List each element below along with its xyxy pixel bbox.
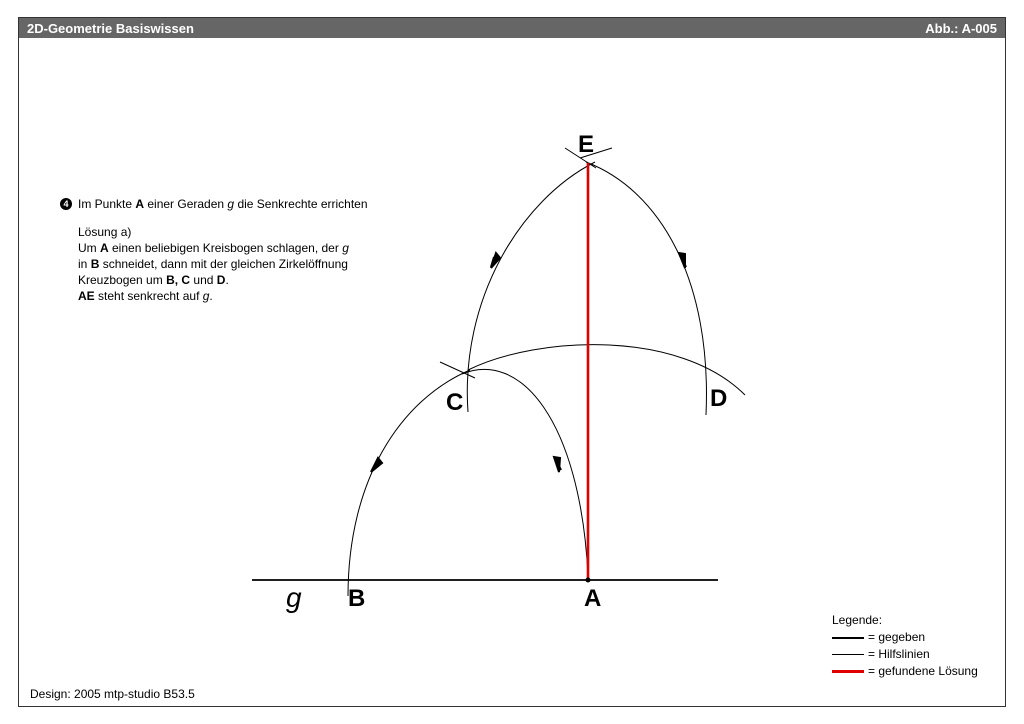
solution-line-4: [78, 288, 420, 304]
solution-title: Lösung a): [78, 225, 132, 239]
footer-credit: Design: 2005 mtp-studio B53.5: [30, 687, 195, 701]
legend-title: Legende:: [832, 613, 883, 627]
point-a: [586, 578, 591, 583]
header-title: 2D-Geometrie Basiswissen: [27, 21, 194, 36]
label-e: E: [578, 131, 595, 158]
step-heading: [60, 196, 420, 212]
legend-item-solution: [832, 663, 978, 680]
arc-around-b: [467, 148, 612, 412]
figure-code: Abb.: A-005: [925, 21, 997, 36]
text-part: g: [342, 241, 349, 255]
arrow-icon: [679, 253, 686, 268]
text-part: g: [202, 289, 210, 303]
description-block: [60, 196, 420, 304]
label-d: D: [710, 385, 728, 412]
solution-line-1: [78, 240, 420, 256]
label-b: B: [348, 585, 366, 612]
legend-swatch: [832, 637, 864, 639]
legend-item-given: [832, 629, 978, 646]
heading-line-name: g: [227, 197, 235, 211]
solution-text: [78, 224, 420, 304]
text-part: steht senkrecht auf: [94, 289, 203, 303]
text-part: und: [190, 273, 217, 287]
text-part: B: [90, 257, 100, 271]
text-part: in: [78, 257, 91, 271]
legend-label: = gegeben: [868, 630, 926, 644]
heading-part: die Senkrechte errichten: [234, 197, 368, 211]
legend-label: = Hilfslinien: [868, 647, 930, 661]
legend: [832, 612, 978, 680]
text-part: A: [100, 241, 109, 255]
heading-part: einer Geraden: [144, 197, 228, 211]
arrow-icon: [491, 253, 500, 268]
legend-label: = gefundene Lösung: [868, 664, 978, 678]
text-part: .: [209, 289, 213, 303]
legend-swatch: [832, 654, 864, 655]
legend-swatch: [832, 670, 864, 673]
heading-point: A: [135, 197, 145, 211]
text-part: Um: [78, 241, 100, 255]
label-g: g: [286, 582, 302, 613]
text-part: .: [225, 273, 229, 287]
text-part: schneidet, dann mit der gleichen Zirkelöffnung: [99, 257, 348, 271]
heading-part: Im Punkte: [78, 197, 136, 211]
label-a: A: [584, 585, 602, 612]
text-part: B, C: [166, 273, 191, 287]
label-c: C: [446, 389, 464, 416]
text-part: AE: [78, 289, 95, 303]
arrow-icon: [554, 457, 561, 472]
text-part: Kreuzbogen um: [78, 273, 167, 287]
arrow-icon: [371, 458, 382, 472]
arc-around-d: [565, 148, 706, 415]
step-number-badge: 4: [60, 198, 72, 210]
text-part: einen beliebigen Kreisbogen schlagen, der: [108, 241, 343, 255]
solution-line-2: [78, 256, 420, 272]
text-part: D: [216, 273, 226, 287]
step-heading-text: [78, 196, 368, 212]
legend-item-helper: [832, 646, 978, 663]
solution-line-3: [78, 272, 420, 288]
